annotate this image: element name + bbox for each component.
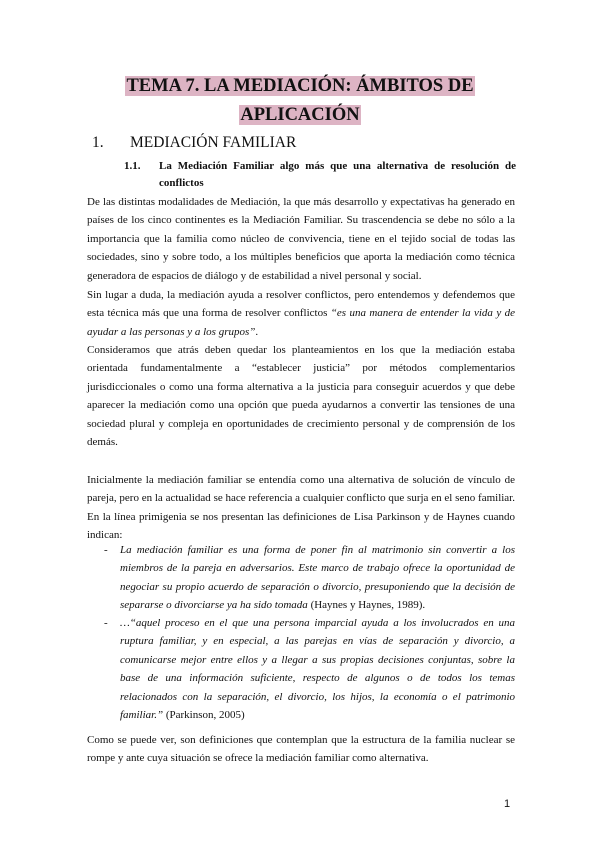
page-title-line-2: [0, 103, 600, 127]
section-label: MEDIACIÓN FAMILIAR: [130, 134, 297, 151]
paragraph-5: Como se puede ver, son definiciones que contemplan que la estructura de la familia nuclear se rompe y ante cuya situación se ofrece la mediación familiar como alternativa.: [87, 734, 515, 765]
quote-body: [104, 614, 515, 724]
quote-item: [104, 614, 515, 724]
quote-text: …“aquel proceso en el que una persona imparcial ayuda a los involucrados en una ruptura familiar, y en especial, a las parejas en vías de separación y divorcio, a comunicarse mejor entre ellos y a llegar a sus propias decisiones conjuntas, sobre la base de una información suficiente, respecto de algunos o de todos los temas relacionados con la separación, el divorcio, los hijos, la economía o el patrimonio familiar.”: [120, 617, 515, 722]
list-dash: -: [104, 617, 108, 629]
quote-body: [104, 541, 515, 615]
quote-citation: (Haynes y Haynes, 1989).: [307, 599, 426, 612]
page-number: 1: [504, 798, 511, 810]
list-dash: -: [104, 544, 108, 556]
subsection-heading: [124, 158, 516, 192]
quote-item: [104, 541, 515, 615]
paragraph-4: Inicialmente la mediación familiar se entendía como una alternativa de solución de vínculo de pareja, pero en la actualidad se hace referencia a cualquier conflicto que surja en el seno familiar. En la línea primigenia se nos presentan las definiciones de Lisa Parkinson y de Haynes cuando indican:: [87, 474, 515, 542]
quote-text: La mediación familiar es una forma de poner fin al matrimonio sin convertir a los miembros de la pareja en adversarios. Este marco de trabajo ofrece la oportunidad de negociar su propio acuerdo de separación o divorcio, presuponiendo que la decisión de separarse o divorciarse ya ha sido tomada: [120, 544, 515, 612]
paragraph-2-end: .: [255, 325, 259, 338]
page-title-line-1: [0, 74, 600, 98]
subsection-label: La Mediación Familiar algo más que una alternativa de resolución de conflictos: [159, 160, 516, 189]
paragraph-2-quote: “es una manera de entender la vida y de ayudar a las personas y a los grupos”: [87, 307, 515, 338]
quote-citation: (Parkinson, 2005): [163, 709, 245, 722]
title-highlight-1: TEMA 7. LA MEDIACIÓN: ÁMBITOS DE: [126, 76, 474, 96]
paragraph-3: Consideramos que atrás deben quedar los planteamientos en los que la mediación estaba orientada fundamentalmente a “establecer justicia” por métodos complementarios jurisdiccionales o como una forma alternativa a la justicia para conseguir acuerdos y que debe aparecer la mediación como una opción que pueda ayudarnos a convertir las tensiones de una sociedad plural y compleja en oportunidades de crecimiento personal y de comprensión de los demás.: [87, 344, 515, 449]
section-number: 1.: [92, 134, 104, 151]
title-highlight-2: APLICACIÓN: [240, 105, 360, 125]
section-heading: [92, 133, 296, 153]
paragraph-2: [87, 286, 515, 341]
paragraph-2-text: Sin lugar a duda, la mediación ayuda a resolver conflictos, pero entendemos y defendemos que esta técnica más que una forma de resolver conflictos: [87, 289, 515, 320]
paragraph-1: De las distintas modalidades de Mediación, la que más desarrollo y expectativas ha generado en países de los cinco continentes es la Mediación Familiar. Su trascendencia se debe no sólo a la importancia que la familia como núcleo de convivencia, tiene en el tejido social de todas las sociedades, sino y sobre todo, a los múltiples beneficios que aporta la mediación como técnica generadora de espacios de diálogo y de estabilidad a nivel personal y social.: [87, 196, 515, 282]
subsection-number: 1.1.: [124, 160, 141, 172]
